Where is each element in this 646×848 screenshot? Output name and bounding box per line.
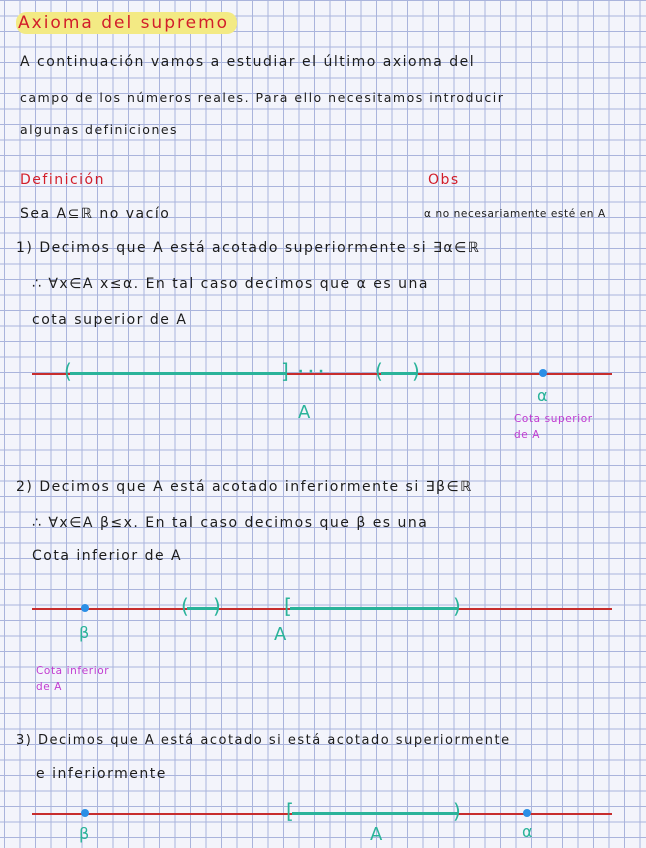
continuation-dots: · · · xyxy=(298,364,324,380)
lower-bound-point xyxy=(81,809,89,817)
alpha-label: α xyxy=(522,822,533,841)
closed-bracket: [ xyxy=(284,594,292,618)
item1-line-3: cota superior de A xyxy=(32,312,188,328)
item2-line-1: 2) Decimos que A está acotado inferiormente si ∃β∈ℝ xyxy=(16,479,473,495)
set-label: A xyxy=(298,402,311,423)
set-label: A xyxy=(274,624,287,645)
item1-line-1: 1) Decimos que A está acotado superiormente si ∃α∈ℝ xyxy=(16,240,481,256)
upper-bound-point xyxy=(539,369,547,377)
item2-line-2: ∴ ∀x∈A β≤x. En tal caso decimos que β es una xyxy=(32,515,429,531)
open-bracket: ) xyxy=(453,594,461,618)
item1-line-2: ∴ ∀x∈A x≤α. En tal caso decimos que α es una xyxy=(32,276,429,292)
definition-heading: Definición xyxy=(20,172,105,188)
item2-line-3: Cota inferior de A xyxy=(32,548,183,564)
intro-line-1: A continuación vamos a estudiar el último axioma del xyxy=(20,54,476,70)
obs-text: α no necesariamente esté en A xyxy=(424,208,606,220)
obs-heading: Obs xyxy=(428,172,460,188)
intro-line-3: algunas definiciones xyxy=(20,122,179,137)
cota-inferior-note-2: de A xyxy=(36,681,63,693)
set-segment xyxy=(290,607,458,610)
open-paren-left: ( xyxy=(375,359,383,383)
open-paren-left: ( xyxy=(181,594,189,618)
alpha-label: α xyxy=(537,386,548,405)
set-segment xyxy=(292,812,458,815)
upper-bound-point xyxy=(523,809,531,817)
beta-label: β xyxy=(79,623,90,642)
open-paren-right: ) xyxy=(412,359,420,383)
intro-line-2: campo de los números reales. Para ello necesitamos introducir xyxy=(20,90,505,105)
item3-line-2: e inferiormente xyxy=(36,766,167,782)
beta-label: β xyxy=(79,824,90,843)
open-bracket: ) xyxy=(453,799,461,823)
set-segment xyxy=(70,372,286,375)
closed-bracket: [ xyxy=(286,799,294,823)
set-label: A xyxy=(370,824,383,845)
open-bracket: ( xyxy=(64,359,72,383)
sea-line: Sea A⊆ℝ no vacío xyxy=(20,206,171,222)
closed-bracket: ] xyxy=(281,359,289,383)
item3-line-1: 3) Decimos que A está acotado si está acotado superiormente xyxy=(16,733,511,748)
open-paren-right: ) xyxy=(213,594,221,618)
cota-inferior-note-1: Cota inferior xyxy=(36,665,110,677)
page-title: Axioma del supremo xyxy=(16,12,237,34)
cota-superior-note-1: Cota superior xyxy=(514,413,593,425)
cota-superior-note-2: de A xyxy=(514,429,541,441)
lower-bound-point xyxy=(81,604,89,612)
